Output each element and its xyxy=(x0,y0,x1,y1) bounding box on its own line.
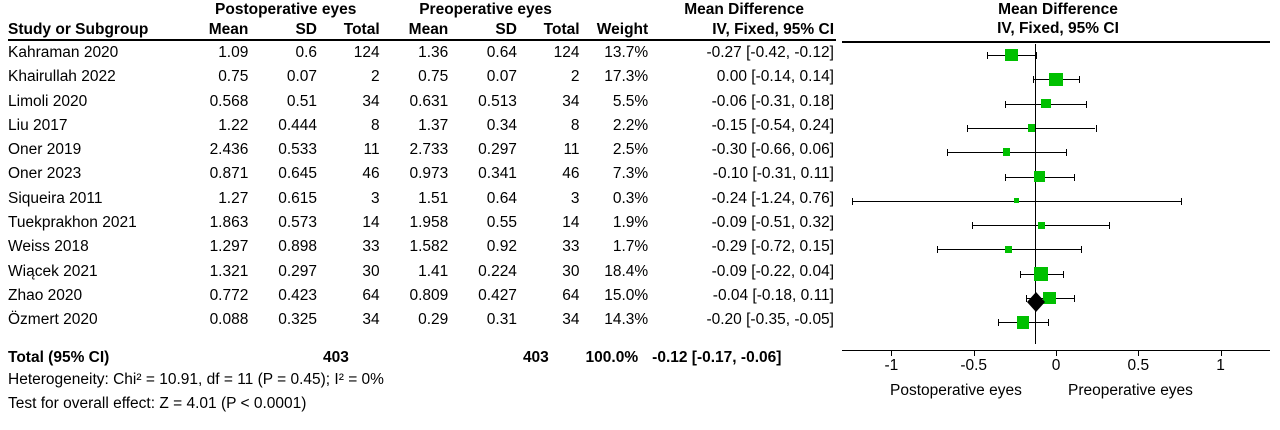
cell-mean-difference: -0.27 [-0.42, -0.12] xyxy=(706,44,834,61)
cell-pre-sd: 0.513 xyxy=(478,92,517,110)
effect-size-marker xyxy=(1034,267,1048,281)
group-header-spacer xyxy=(8,0,186,19)
confidence-interval-cap xyxy=(947,149,948,156)
table-body xyxy=(8,40,836,333)
group-header-preoperative: Preoperative eyes xyxy=(419,1,552,18)
column-header-study: Study or Subgroup xyxy=(8,19,186,40)
cell-pre-mean: 1.51 xyxy=(418,189,449,207)
column-header-pre-mean: Mean xyxy=(386,19,455,40)
cell-mean-difference: -0.04 [-0.18, 0.11] xyxy=(712,286,834,304)
cell-study-name: Liu 2017 xyxy=(8,116,68,134)
cell-post-mean: 0.568 xyxy=(209,92,249,110)
total-pre-sd-blank xyxy=(454,333,523,369)
confidence-interval-cap xyxy=(1005,101,1006,108)
axis-tick-label: 1 xyxy=(1216,357,1225,374)
cell-post-total: 64 xyxy=(362,286,380,304)
cell-pre-mean: 0.29 xyxy=(418,311,449,329)
cell-post-total: 46 xyxy=(362,165,380,183)
cell-pre-mean: 1.41 xyxy=(418,262,449,280)
overall-effect-text: Test for overall effect: Z = 4.01 (P < 0.0001) xyxy=(8,395,307,412)
cell-mean-difference: -0.20 [-0.35, -0.05] xyxy=(706,311,834,329)
cell-pre-mean: 1.36 xyxy=(418,44,449,61)
cell-study-name: Özmert 2020 xyxy=(8,311,98,329)
column-header-ci: IV, Fixed, 95% CI xyxy=(652,19,836,40)
forest-row xyxy=(836,68,1280,92)
cell-post-sd: 0.898 xyxy=(278,238,318,256)
cell-post-total: 34 xyxy=(362,311,380,329)
cell-pre-sd: 0.07 xyxy=(486,68,517,86)
cell-pre-total: 33 xyxy=(562,238,580,256)
plot-header-rule xyxy=(842,41,1270,43)
column-header-weight: Weight xyxy=(586,19,653,40)
cell-mean-difference: -0.09 [-0.51, 0.32] xyxy=(711,214,834,232)
cell-study-name: Limoli 2020 xyxy=(8,92,88,110)
cell-post-total: 124 xyxy=(353,44,380,61)
total-post-sd-blank xyxy=(254,333,323,369)
confidence-interval-cap xyxy=(1066,149,1067,156)
cell-post-sd: 0.573 xyxy=(278,214,318,232)
cell-post-mean: 2.436 xyxy=(209,141,249,159)
axis-tick xyxy=(974,350,975,356)
confidence-interval-cap xyxy=(987,52,988,59)
table-row xyxy=(8,308,836,332)
summary-diamond-bottom xyxy=(1027,302,1045,312)
cell-study-name: Siqueira 2011 xyxy=(8,189,103,207)
axis-tick xyxy=(1221,350,1222,356)
column-header-pre-sd: SD xyxy=(454,19,523,40)
axis-tick xyxy=(1138,350,1139,356)
cell-pre-mean: 1.582 xyxy=(409,238,449,256)
heterogeneity-text: Heterogeneity: Chi² = 10.91, df = 11 (P = 0.45); I² = 0% xyxy=(8,371,384,388)
cell-study-name: Kahraman 2020 xyxy=(8,44,119,61)
statistics-block xyxy=(8,368,384,416)
axis-tick xyxy=(891,350,892,356)
cell-study-name: Oner 2019 xyxy=(8,141,82,159)
column-header-post-mean: Mean xyxy=(186,19,255,40)
cell-pre-sd: 0.64 xyxy=(486,44,517,61)
table-row xyxy=(8,40,836,65)
cell-weight: 7.3% xyxy=(612,165,649,183)
column-header-pre-total: Total xyxy=(523,19,586,40)
effect-size-marker xyxy=(1005,49,1018,62)
cell-pre-sd: 0.427 xyxy=(478,286,517,304)
cell-pre-total: 14 xyxy=(562,214,580,232)
cell-study-name: Khairullah 2022 xyxy=(8,68,116,86)
cell-study-name: Weiss 2018 xyxy=(8,238,89,256)
meta-analysis-table xyxy=(8,0,836,369)
cell-post-mean: 0.75 xyxy=(218,68,249,86)
table-row-total xyxy=(8,333,836,369)
group-header-postoperative: Postoperative eyes xyxy=(215,1,357,18)
effect-size-marker xyxy=(1028,124,1035,131)
confidence-interval-cap xyxy=(1086,101,1087,108)
cell-pre-total: 2 xyxy=(570,68,580,86)
cell-post-sd: 0.645 xyxy=(278,165,318,183)
total-post-mean-blank xyxy=(186,333,255,369)
confidence-interval-cap xyxy=(1036,52,1037,59)
forest-row xyxy=(836,93,1280,117)
effect-size-marker xyxy=(1049,73,1063,87)
table-row xyxy=(8,187,836,211)
cell-weight: 13.7% xyxy=(604,44,649,61)
cell-pre-mean: 2.733 xyxy=(409,141,449,159)
axis-tick-label: 0 xyxy=(1051,357,1061,374)
confidence-interval-cap xyxy=(937,246,938,253)
cell-pre-mean: 1.37 xyxy=(418,116,449,134)
cell-pre-sd: 0.64 xyxy=(486,189,517,207)
cell-pre-mean: 0.809 xyxy=(409,286,449,304)
cell-post-total: 33 xyxy=(362,238,380,256)
cell-post-mean: 0.772 xyxy=(209,286,249,304)
table-row xyxy=(8,90,836,114)
cell-study-name: Tuekprakhon 2021 xyxy=(8,214,137,232)
cell-post-total: 3 xyxy=(371,189,380,207)
cell-weight: 2.2% xyxy=(612,116,649,134)
cell-post-mean: 0.871 xyxy=(209,165,249,183)
cell-post-sd: 0.423 xyxy=(278,286,318,304)
cell-pre-mean: 0.973 xyxy=(409,165,449,183)
table-row xyxy=(8,114,836,138)
effect-size-marker xyxy=(1034,171,1044,181)
confidence-interval-cap xyxy=(967,125,968,132)
cell-post-total: 14 xyxy=(362,214,380,232)
cell-post-total: 8 xyxy=(371,116,380,134)
table-row xyxy=(8,284,836,308)
cell-post-mean: 1.09 xyxy=(218,44,249,61)
effect-size-marker xyxy=(1038,222,1045,229)
confidence-interval-cap xyxy=(1074,174,1075,181)
table-row xyxy=(8,162,836,186)
group-header-mean-difference: Mean Difference xyxy=(684,1,804,18)
cell-post-total: 11 xyxy=(363,141,380,159)
cell-mean-difference: -0.24 [-1.24, 0.76] xyxy=(711,189,834,207)
cell-post-mean: 1.22 xyxy=(218,116,249,134)
confidence-interval-cap xyxy=(1081,246,1082,253)
cell-post-sd: 0.444 xyxy=(278,116,318,134)
cell-mean-difference: -0.06 [-0.31, 0.18] xyxy=(711,92,834,110)
cell-weight: 14.3% xyxy=(604,311,649,329)
cell-study-name: Zhao 2020 xyxy=(8,286,83,304)
axis-tick-label: 0.5 xyxy=(1127,357,1150,374)
axis-tick-label: -1 xyxy=(884,357,899,374)
summary-diamond-top xyxy=(1027,292,1045,302)
confidence-interval-cap xyxy=(1181,198,1182,205)
cell-post-mean: 1.297 xyxy=(209,238,249,256)
forest-row xyxy=(836,214,1280,238)
confidence-interval-cap xyxy=(1033,76,1034,83)
confidence-interval-cap xyxy=(998,319,999,326)
confidence-interval-cap xyxy=(1079,76,1080,83)
summary-diamond-row xyxy=(836,290,1280,320)
cell-post-sd: 0.325 xyxy=(278,311,318,329)
axis-tick xyxy=(1056,350,1057,356)
cell-weight: 5.5% xyxy=(612,92,649,110)
cell-post-mean: 1.321 xyxy=(209,262,249,280)
cell-post-sd: 0.07 xyxy=(286,68,318,86)
confidence-interval-cap xyxy=(1005,174,1006,181)
confidence-interval-cap xyxy=(852,198,853,205)
confidence-interval-cap xyxy=(1109,222,1110,229)
forest-row xyxy=(836,117,1280,141)
cell-pre-sd: 0.34 xyxy=(486,116,517,134)
axis-tick-label: -0.5 xyxy=(960,357,988,374)
total-mean-difference: -0.12 [-0.17, -0.06] xyxy=(652,348,782,366)
cell-pre-mean: 0.75 xyxy=(418,68,449,86)
axis-caption-right: Preoperative eyes xyxy=(1068,382,1193,399)
cell-post-mean: 1.863 xyxy=(209,214,249,232)
column-header-row xyxy=(8,19,836,40)
cell-pre-total: 3 xyxy=(570,189,580,207)
forest-row xyxy=(836,263,1280,287)
confidence-interval-cap xyxy=(1048,319,1049,326)
confidence-interval-cap xyxy=(972,222,973,229)
table-row xyxy=(8,138,836,162)
table-total-body xyxy=(8,333,836,369)
effect-size-marker xyxy=(1014,198,1019,203)
cell-post-sd: 0.51 xyxy=(286,92,318,110)
cell-weight: 1.9% xyxy=(612,214,649,232)
forest-plot xyxy=(836,0,1280,430)
cell-post-sd: 0.533 xyxy=(278,141,318,159)
forest-row xyxy=(836,141,1280,165)
cell-weight: 1.7% xyxy=(612,238,649,256)
total-weight: 100.0% xyxy=(585,348,639,366)
cell-mean-difference: 0.00 [-0.14, 0.14] xyxy=(716,68,834,86)
axis-caption-left: Postoperative eyes xyxy=(890,382,1022,399)
cell-weight: 17.3% xyxy=(604,68,649,86)
cell-pre-total: 11 xyxy=(563,141,580,159)
cell-pre-mean: 0.631 xyxy=(409,92,449,110)
forest-row xyxy=(836,44,1280,68)
forest-row xyxy=(836,166,1280,190)
cell-pre-sd: 0.341 xyxy=(478,165,517,183)
cell-pre-total: 30 xyxy=(562,262,580,280)
plot-title-line2: IV, Fixed, 95% CI xyxy=(997,20,1119,37)
cell-post-total: 2 xyxy=(371,68,380,86)
total-pre-mean-blank xyxy=(386,333,455,369)
effect-size-marker xyxy=(1041,99,1050,108)
effect-size-marker xyxy=(1005,246,1012,253)
cell-post-sd: 0.297 xyxy=(278,262,318,280)
cell-mean-difference: -0.09 [-0.22, 0.04] xyxy=(711,262,834,280)
cell-weight: 2.5% xyxy=(612,141,649,159)
cell-weight: 0.3% xyxy=(612,189,649,207)
column-header-post-sd: SD xyxy=(254,19,323,40)
cell-post-sd: 0.615 xyxy=(278,189,318,207)
total-pre-total: 403 xyxy=(522,348,549,366)
table-row xyxy=(8,260,836,284)
table-row xyxy=(8,65,836,89)
cell-pre-mean: 1.958 xyxy=(409,214,449,232)
group-header-weight-spacer xyxy=(586,0,653,19)
cell-study-name: Oner 2023 xyxy=(8,165,82,183)
cell-pre-sd: 0.31 xyxy=(486,311,517,329)
table-row xyxy=(8,211,836,235)
cell-pre-total: 34 xyxy=(562,92,580,110)
table-row xyxy=(8,235,836,259)
cell-pre-total: 34 xyxy=(562,311,580,329)
group-header-row xyxy=(8,0,836,19)
cell-mean-difference: -0.10 [-0.31, 0.11] xyxy=(712,165,834,183)
plot-axis xyxy=(836,350,1280,430)
cell-pre-sd: 0.55 xyxy=(486,214,517,232)
cell-post-mean: 1.27 xyxy=(218,189,249,207)
cell-pre-total: 124 xyxy=(553,44,580,61)
column-header-post-total: Total xyxy=(323,19,386,40)
cell-weight: 18.4% xyxy=(604,262,649,280)
cell-post-mean: 0.088 xyxy=(209,311,249,329)
forest-row xyxy=(836,190,1280,214)
cell-pre-sd: 0.297 xyxy=(478,141,517,159)
cell-post-sd: 0.6 xyxy=(295,44,318,61)
plot-title-line1: Mean Difference xyxy=(998,1,1118,18)
confidence-interval-cap xyxy=(1096,125,1097,132)
cell-study-name: Wiącek 2021 xyxy=(8,262,98,280)
cell-pre-total: 46 xyxy=(562,165,580,183)
cell-mean-difference: -0.15 [-0.54, 0.24] xyxy=(711,116,834,134)
effect-size-marker xyxy=(1003,148,1011,156)
cell-weight: 15.0% xyxy=(604,286,649,304)
cell-post-total: 34 xyxy=(362,92,380,110)
confidence-interval-cap xyxy=(1020,271,1021,278)
cell-mean-difference: -0.30 [-0.66, 0.06] xyxy=(711,141,834,159)
forest-row xyxy=(836,238,1280,262)
total-post-total: 403 xyxy=(323,348,349,366)
confidence-interval-cap xyxy=(1063,271,1064,278)
cell-pre-sd: 0.224 xyxy=(478,262,517,280)
cell-pre-total: 64 xyxy=(562,286,580,304)
cell-pre-sd: 0.92 xyxy=(486,238,517,256)
cell-pre-total: 8 xyxy=(570,116,580,134)
total-label: Total (95% CI) xyxy=(8,348,110,366)
cell-post-total: 30 xyxy=(362,262,380,280)
cell-mean-difference: -0.29 [-0.72, 0.15] xyxy=(711,238,834,256)
